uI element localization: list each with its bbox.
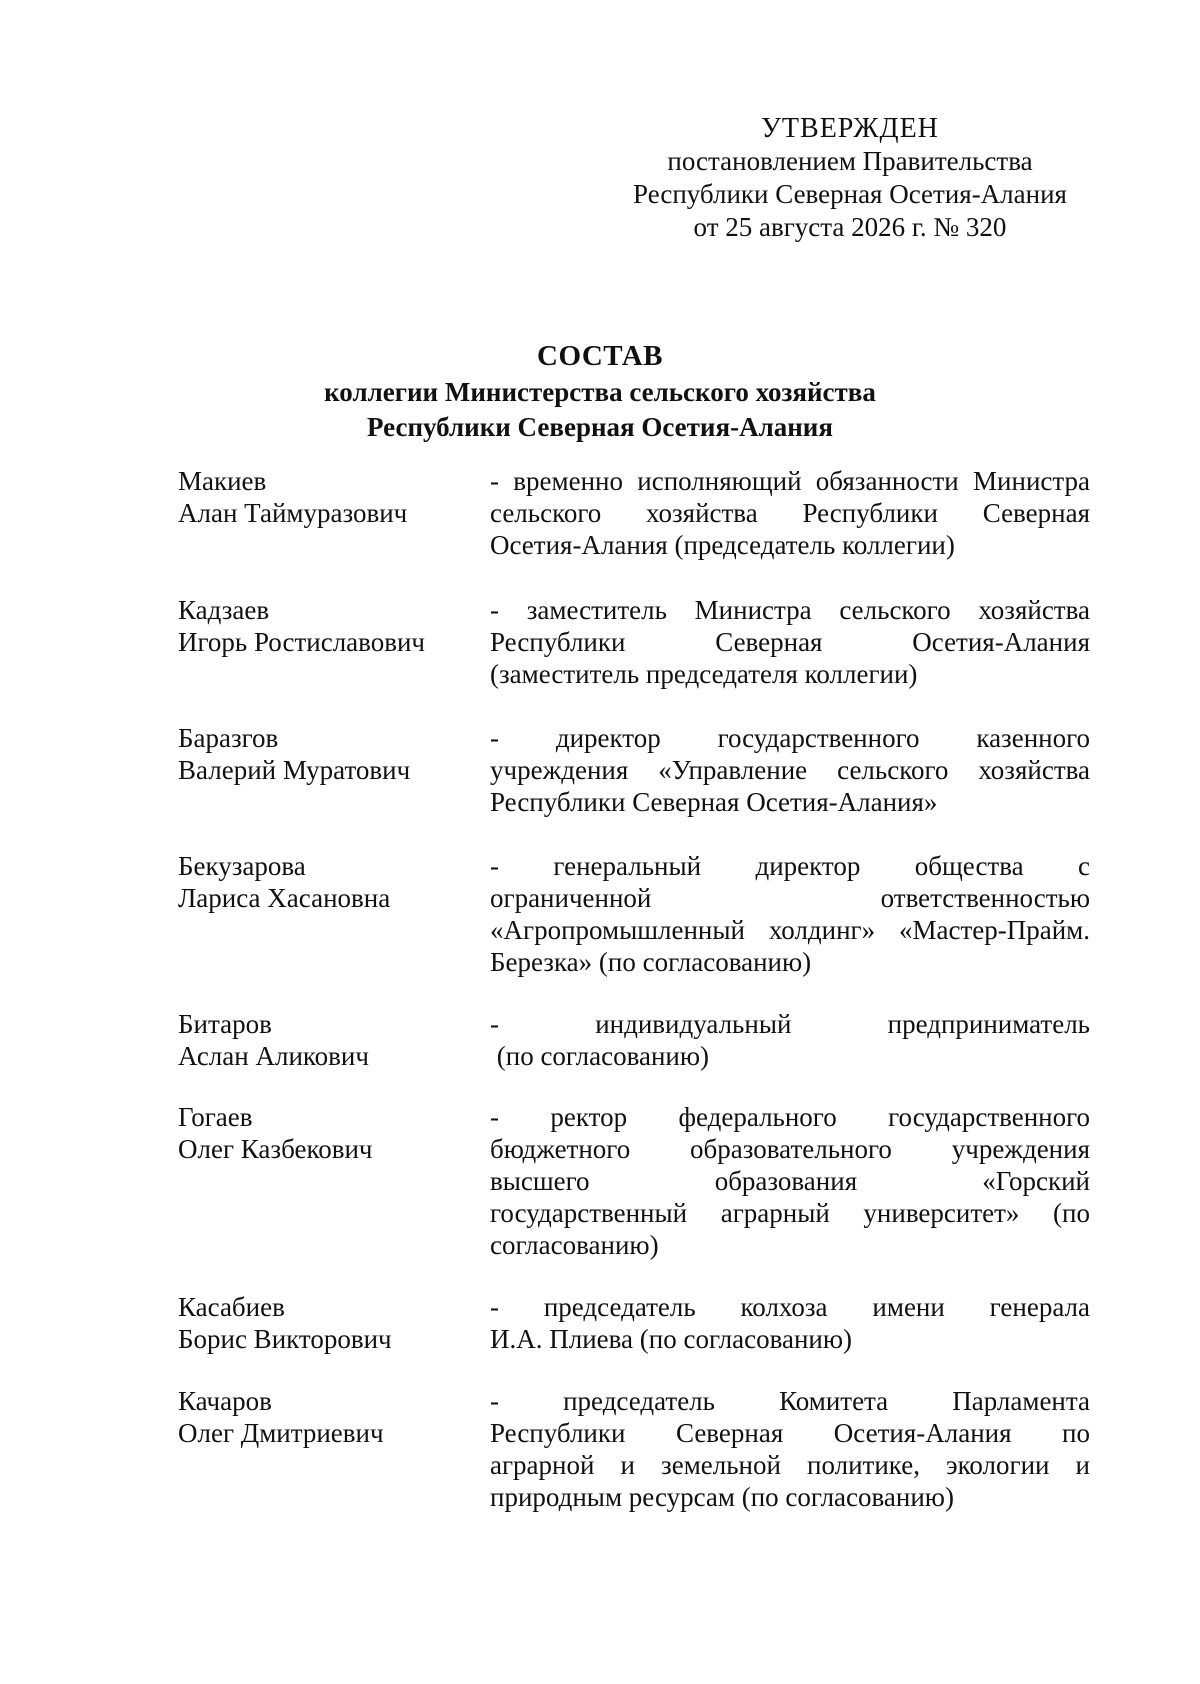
member-surname: Бекузарова xyxy=(178,851,306,881)
approval-line-1: постановлением Правительства xyxy=(667,146,1033,176)
role-line: (по согласованию) xyxy=(490,1041,710,1071)
role-line: Осетия-Алания (председатель коллегии) xyxy=(490,530,955,560)
role-line: И.А. Плиева (по согласованию) xyxy=(490,1324,853,1354)
member-given-name: Игорь Ростиславович xyxy=(178,627,425,657)
member-name xyxy=(178,594,490,658)
approval-line-3: от 25 августа 2026 г. № 320 xyxy=(693,212,1007,242)
member-role xyxy=(490,850,1090,978)
member-role xyxy=(490,722,1090,818)
role-line: - временно исполняющий обязанности Министра xyxy=(490,466,1090,496)
role-line: ограниченной ответственностью xyxy=(490,883,1090,913)
approval-stamp xyxy=(600,112,1100,244)
role-line: - генеральный директор общества с xyxy=(490,851,1090,881)
role-line: государственный аграрный университет» (по xyxy=(490,1198,1090,1228)
member-given-name: Борис Викторович xyxy=(178,1324,392,1354)
role-line: Республики Северная Осетия-Алания xyxy=(490,627,1090,657)
role-line: (заместитель председателя коллегии) xyxy=(490,659,918,689)
member-entry xyxy=(178,722,1096,818)
heading-line-1: коллегии Министерства сельского хозяйства xyxy=(324,377,876,407)
member-surname: Гогаев xyxy=(178,1102,253,1132)
member-role xyxy=(490,1291,1090,1355)
member-given-name: Валерий Муратович xyxy=(178,755,411,785)
member-entry xyxy=(178,1291,1096,1355)
role-line: высшего образования «Горский xyxy=(490,1166,1090,1196)
member-name xyxy=(178,1385,490,1449)
member-entry xyxy=(178,1385,1096,1513)
member-role xyxy=(490,1101,1090,1261)
role-line: - ректор федерального государственного xyxy=(490,1102,1090,1132)
role-line: - заместитель Министра сельского хозяйства xyxy=(490,595,1090,625)
member-surname: Кадзаев xyxy=(178,595,270,625)
document-heading xyxy=(0,337,1200,445)
member-role xyxy=(490,594,1090,690)
member-surname: Качаров xyxy=(178,1386,272,1416)
member-entry xyxy=(178,1008,1096,1072)
member-role xyxy=(490,1385,1090,1513)
role-line: учреждения «Управление сельского хозяйства xyxy=(490,755,1090,785)
member-given-name: Аслан Аликович xyxy=(178,1041,369,1071)
role-line: - председатель колхоза имени генерала xyxy=(490,1292,1090,1322)
member-name xyxy=(178,722,490,786)
member-surname: Баразгов xyxy=(178,723,279,753)
member-role xyxy=(490,1008,1090,1072)
member-entry xyxy=(178,850,1096,978)
role-line: - председатель Комитета Парламента xyxy=(490,1386,1090,1416)
role-line: природным ресурсам (по согласованию) xyxy=(490,1482,954,1512)
heading-line-2: Республики Северная Осетия-Алания xyxy=(367,412,833,442)
member-name xyxy=(178,1008,490,1072)
members-list xyxy=(178,465,1096,1513)
member-surname: Касабиев xyxy=(178,1292,285,1322)
role-line: согласованию) xyxy=(490,1230,659,1260)
role-line: - индивидуальный предприниматель xyxy=(490,1009,1090,1039)
heading-title: СОСТАВ xyxy=(537,340,663,372)
role-line: Березка» (по согласованию) xyxy=(490,947,812,977)
member-name xyxy=(178,1291,490,1355)
role-line: бюджетного образовательного учреждения xyxy=(490,1134,1090,1164)
member-name xyxy=(178,850,490,914)
member-name xyxy=(178,465,490,529)
member-given-name: Алан Таймуразович xyxy=(178,498,408,528)
approval-title: УТВЕРЖДЕН xyxy=(761,113,939,144)
member-surname: Битаров xyxy=(178,1009,272,1039)
role-line: Республики Северная Осетия-Алания» xyxy=(490,787,938,817)
role-line: аграрной и земельной политике, экологии и xyxy=(490,1450,1090,1480)
member-role xyxy=(490,465,1090,561)
role-line: сельского хозяйства Республики Северная xyxy=(490,498,1090,528)
role-line: Республики Северная Осетия-Алания по xyxy=(490,1418,1090,1448)
member-surname: Макиев xyxy=(178,466,267,496)
role-line: - директор государственного казенного xyxy=(490,723,1090,753)
member-entry xyxy=(178,465,1096,561)
member-entry xyxy=(178,594,1096,690)
member-entry xyxy=(178,1101,1096,1261)
approval-line-2: Республики Северная Осетия-Алания xyxy=(633,179,1067,209)
member-name xyxy=(178,1101,490,1165)
member-given-name: Лариса Хасановна xyxy=(178,883,391,913)
member-given-name: Олег Казбекович xyxy=(178,1134,373,1164)
role-line: «Агропромышленный холдинг» «Мастер-Прайм. xyxy=(490,915,1090,945)
member-given-name: Олег Дмитриевич xyxy=(178,1418,384,1448)
